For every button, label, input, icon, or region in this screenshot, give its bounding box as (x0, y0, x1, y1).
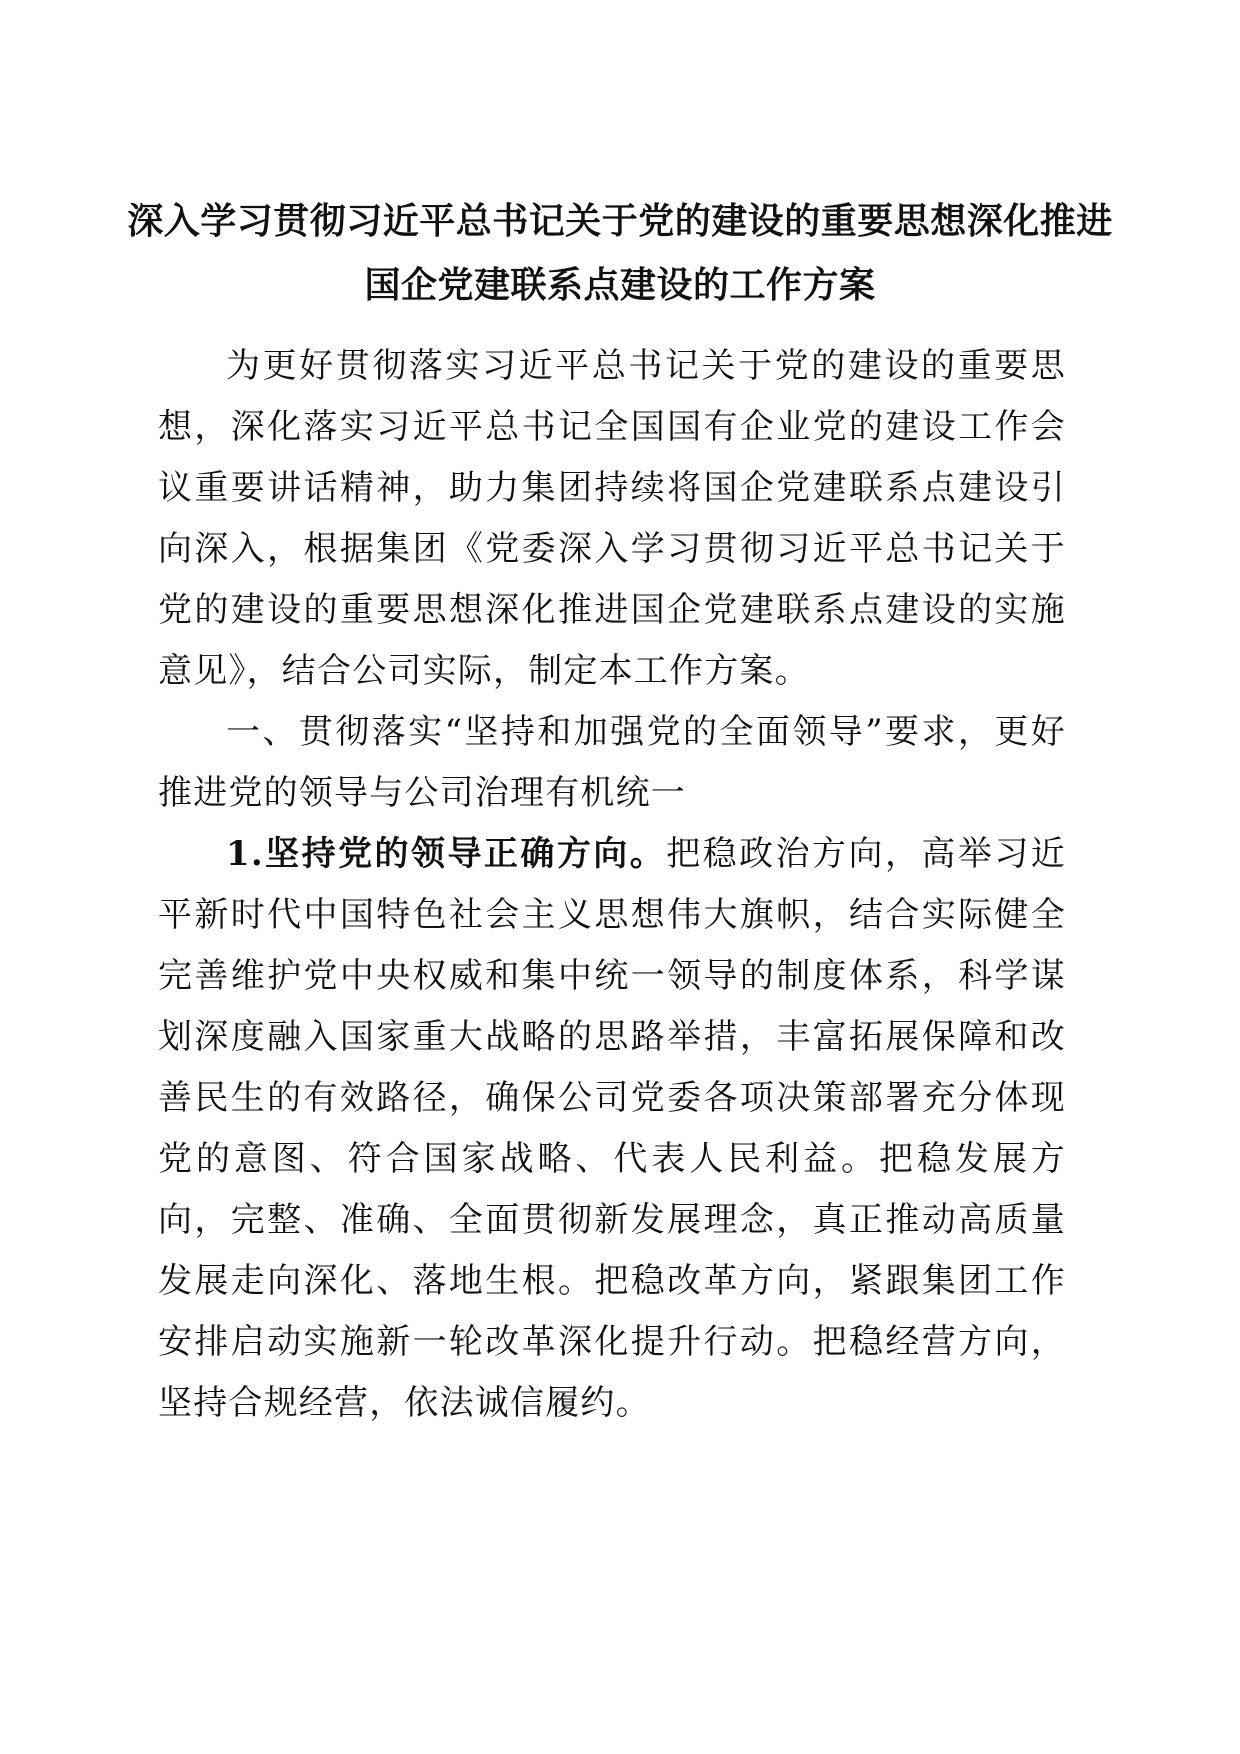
item-1-lead: 1.坚持党的领导正确方向。 (226, 834, 667, 874)
document-title-line-2: 国企党建联系点建设的工作方案 (364, 264, 876, 306)
item-1-paragraph (158, 824, 1066, 1434)
document-title-line-1: 深入学习贯彻习近平总书记关于党的建设的重要思想深化推进 (127, 200, 1113, 242)
intro-paragraph: 为更好贯彻落实习近平总书记关于党的建设的重要思想，深化落实习近平总书记全国国有企业党的建设工作会议重要讲话精神，助力集团持续将国企党建联系点建设引向深入，根据集团《党委深入学习贯彻习近平总书记关于党的建设的重要思想深化推进国企党建联系点建设的实施意见》，结合公司实际，制定本工作方案。 (158, 346, 1066, 691)
document-body (158, 336, 1066, 1434)
item-1-body: 把稳政治方向，高举习近平新时代中国特色社会主义思想伟大旗帜，结合实际健全完善维护党中央权威和集中统一领导的制度体系，科学谋划深度融入国家重大战略的思路举措，丰富拓展保障和改善民生的有效路径，确保公司党委各项决策部署充分体现党的意图、符合国家战略、代表人民利益。把稳发展方向，完整、准确、全面贯彻新发展理念，真正推动高质量发展走向深化、落地生根。把稳改革方向，紧跟集团工作安排启动实施新一轮改革深化提升行动。把稳经营方向，坚持合规经营，依法诚信履约。 (158, 834, 1067, 1423)
section-1-heading: 一、贯彻落实“坚持和加强党的全面领导”要求，更好推进党的领导与公司治理有机统一 (158, 712, 1066, 813)
